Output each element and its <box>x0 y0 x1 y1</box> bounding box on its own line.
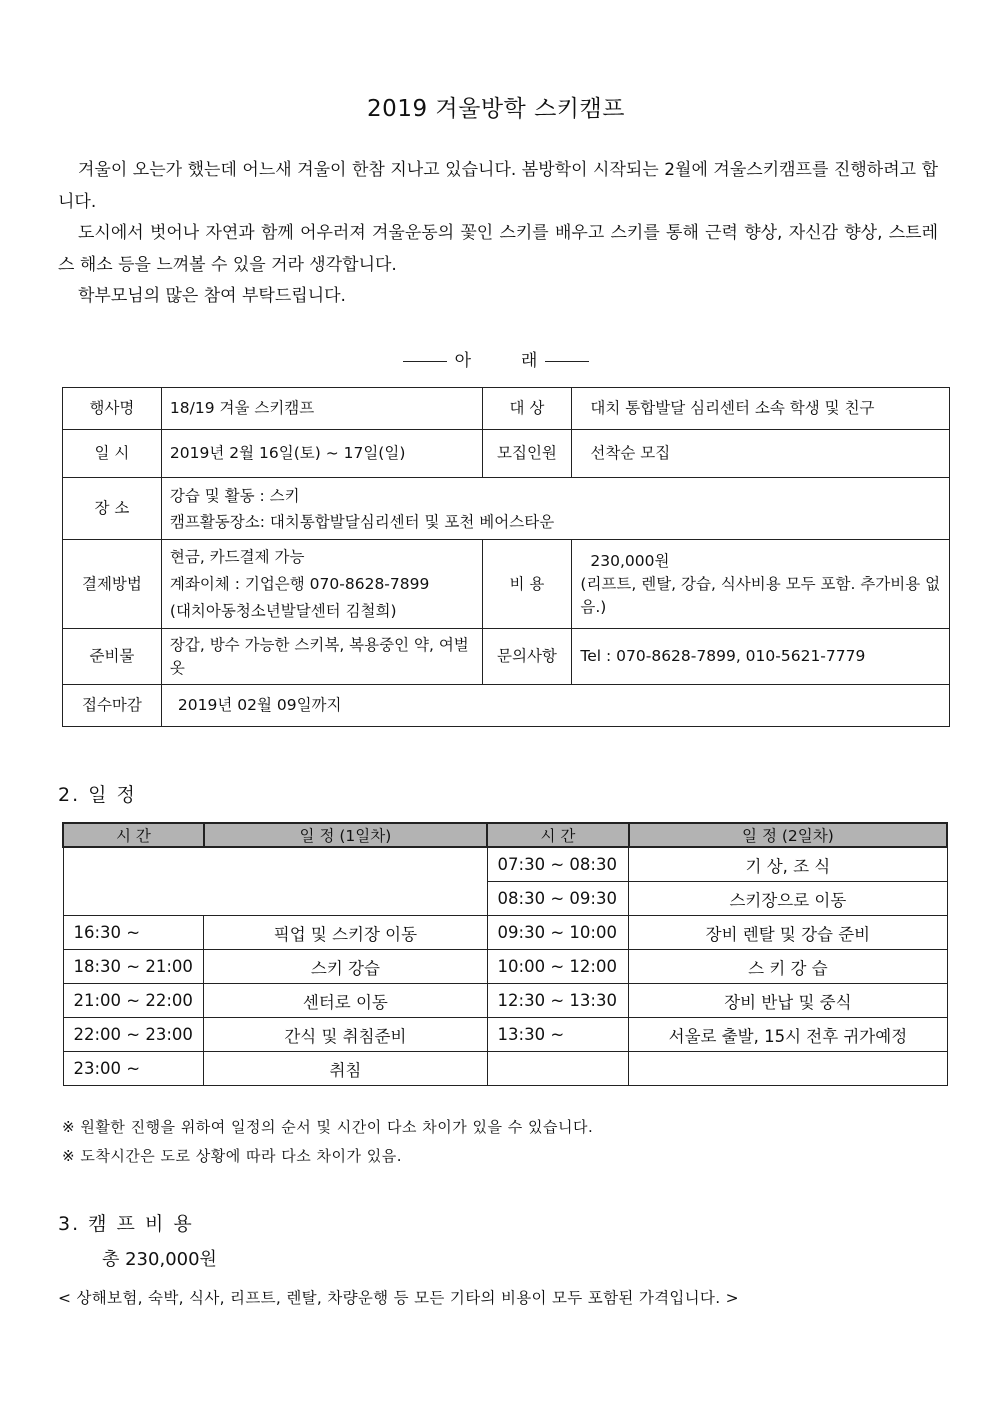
prep-value: 장갑, 방수 가능한 스키복, 복용중인 약, 여벌 옷 <box>161 629 482 685</box>
target-value: 대치 통합발달 심리센터 소속 학생 및 친구 <box>572 388 950 430</box>
deadline-label: 접수마감 <box>63 685 162 727</box>
payment-line: 계좌이체 : 기업은행 070-8628-7899 <box>169 574 430 593</box>
event-label: 행사명 <box>63 388 162 430</box>
page-title: 2019 겨울방학 스키캠프 <box>367 96 625 122</box>
divider-line <box>403 361 447 362</box>
empty-cell <box>63 847 487 916</box>
deadline-value: 2019년 02월 09일까지 <box>161 685 949 727</box>
intro-paragraph: 겨울이 오는가 했는데 어느새 겨울이 한참 지나고 있습니다. 봄방학이 시작되는 2월에 겨울스키캠프를 진행하려고 합니다. <box>58 160 938 212</box>
info-row <box>63 685 950 727</box>
day2-event: 서울로 출발, 15시 전후 귀가예정 <box>629 1018 947 1052</box>
prep-label: 준비물 <box>63 629 162 685</box>
day1-event: 간식 및 취침준비 <box>204 1018 487 1052</box>
place-label: 장 소 <box>63 478 162 540</box>
place-line: 강습 및 활동 : 스키 <box>169 486 300 505</box>
payment-line: (대치아동청소년발달센터 김철희) <box>169 601 397 620</box>
col-header-day2: 일 정 (2일차) <box>629 823 947 847</box>
table-row <box>63 950 947 984</box>
day2-time: 08:30 ~ 09:30 <box>487 882 629 916</box>
intro-text <box>58 155 938 313</box>
day2-time <box>487 1052 629 1086</box>
table-row <box>63 984 947 1018</box>
day1-time: 22:00 ~ 23:00 <box>63 1018 204 1052</box>
cost-includes: < 상해보험, 숙박, 식사, 리프트, 렌탈, 차량운행 등 모든 기타의 비용이 모두 포함된 가격입니다. > <box>58 1289 739 1307</box>
date-label: 일 시 <box>63 430 162 478</box>
target-label: 대 상 <box>482 388 572 430</box>
col-header-time: 시 간 <box>487 823 629 847</box>
notice-divider <box>0 346 992 371</box>
info-row <box>63 540 950 629</box>
place-value <box>161 478 949 540</box>
info-row <box>63 629 950 685</box>
notice-char: 아 <box>454 351 471 371</box>
schedule-note: ※ 원활한 진행을 위하여 일정의 순서 및 시간이 다소 차이가 있을 수 있습니다. <box>62 1118 594 1136</box>
cost-value <box>572 540 950 629</box>
day1-time: 21:00 ~ 22:00 <box>63 984 204 1018</box>
info-table <box>62 387 950 727</box>
day2-time: 10:00 ~ 12:00 <box>487 950 629 984</box>
info-row <box>63 388 950 430</box>
event-value: 18/19 겨울 스키캠프 <box>161 388 482 430</box>
day2-time: 13:30 ~ <box>487 1018 629 1052</box>
divider-line <box>545 361 589 362</box>
payment-value <box>161 540 482 629</box>
recruit-label: 모집인원 <box>482 430 572 478</box>
col-header-time: 시 간 <box>63 823 204 847</box>
day2-event: 스키장으로 이동 <box>629 882 947 916</box>
day2-event: 장비 렌탈 및 강습 준비 <box>629 916 947 950</box>
day2-event: 기 상, 조 식 <box>629 847 947 882</box>
day2-time: 07:30 ~ 08:30 <box>487 847 629 882</box>
intro-paragraph: 학부모님의 많은 참여 부탁드립니다. <box>78 286 346 306</box>
table-row <box>63 847 947 882</box>
day2-event: 스 키 강 습 <box>629 950 947 984</box>
info-row <box>63 478 950 540</box>
cost-detail: (리프트, 렌탈, 강습, 식사비용 모두 포함. 추가비용 없음.) <box>580 574 941 616</box>
table-row <box>63 916 947 950</box>
day1-time: 18:30 ~ 21:00 <box>63 950 204 984</box>
info-row <box>63 430 950 478</box>
day1-event: 스키 강습 <box>204 950 487 984</box>
cost-total: 총 230,000원 <box>102 1249 217 1270</box>
day2-time: 12:30 ~ 13:30 <box>487 984 629 1018</box>
payment-label: 결제방법 <box>63 540 162 629</box>
contact-value: Tel : 070-8628-7899, 010-5621-7779 <box>572 629 950 685</box>
day1-event: 센터로 이동 <box>204 984 487 1018</box>
table-row <box>63 1018 947 1052</box>
cost-label: 비 용 <box>482 540 572 629</box>
cost-amount: 230,000원 <box>590 551 670 570</box>
table-row <box>63 1052 947 1086</box>
day2-time: 09:30 ~ 10:00 <box>487 916 629 950</box>
intro-paragraph: 도시에서 벗어나 자연과 함께 어우러져 겨울운동의 꽃인 스키를 배우고 스키를 통해 근력 향상, 자신감 향상, 스트레스 해소 등을 느껴볼 수 있을 거라 생각합니다. <box>58 223 938 275</box>
cost-heading: 3. 캠 프 비 용 <box>58 1213 194 1235</box>
day1-time: 23:00 ~ <box>63 1052 204 1086</box>
schedule-note: ※ 도착시간은 도로 상황에 따라 다소 차이가 있음. <box>62 1147 403 1165</box>
day1-event: 픽업 및 스키장 이동 <box>204 916 487 950</box>
schedule-table <box>62 822 948 1086</box>
day1-event: 취침 <box>204 1052 487 1086</box>
place-line: 캠프활동장소: 대치통합발달심리센터 및 포천 베어스타운 <box>169 512 555 531</box>
notice-char: 래 <box>521 351 538 371</box>
day2-event: 장비 반납 및 중식 <box>629 984 947 1018</box>
schedule-header-row <box>63 823 947 847</box>
schedule-heading: 2. 일 정 <box>58 784 137 806</box>
date-value: 2019년 2월 16일(토) ~ 17일(일) <box>161 430 482 478</box>
contact-label: 문의사항 <box>482 629 572 685</box>
day2-event <box>629 1052 947 1086</box>
day1-time: 16:30 ~ <box>63 916 204 950</box>
payment-line: 현금, 카드결제 가능 <box>169 547 305 566</box>
col-header-day1: 일 정 (1일차) <box>204 823 487 847</box>
recruit-value: 선착순 모집 <box>572 430 950 478</box>
